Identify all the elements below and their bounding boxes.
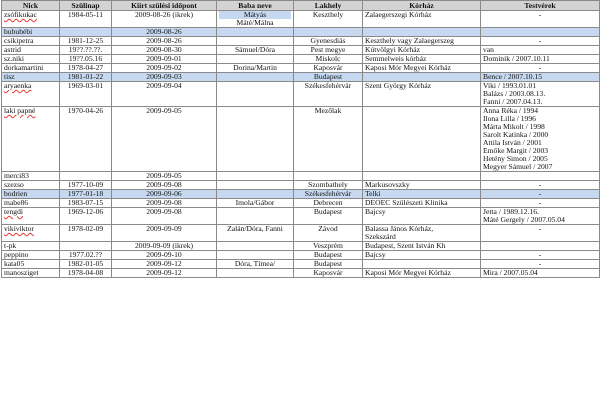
nick-text: szezso (4, 180, 24, 189)
table-row[interactable] (2, 242, 600, 251)
header-nick[interactable]: Nick (2, 1, 60, 11)
cell-baba[interactable] (217, 46, 294, 55)
cell-kiirt[interactable]: 2009-09-08 (112, 199, 217, 208)
table-body (2, 11, 600, 278)
cell-korhaz-line: Szent György Kórház (365, 81, 432, 90)
cell-baba[interactable] (217, 11, 294, 28)
cell-korhaz-line: Kaposi Mór Megyei Kórház (365, 268, 451, 277)
nick-text: kata05 (4, 259, 25, 268)
cell-kiirt[interactable]: 2009-08-26 (ikrek) (112, 11, 217, 28)
cell-korhaz-line: Zalaegerszegi Kórház (365, 10, 432, 19)
cell-lakhely[interactable]: Keszthely (294, 11, 363, 28)
cell-korhaz-line: Semmelweis kórház (365, 54, 427, 63)
table-row[interactable] (2, 73, 600, 82)
cell-korhaz-line: Balassa János Kórház, (365, 224, 434, 233)
cell-baba[interactable] (217, 37, 294, 46)
header-baba[interactable]: Baba neve (217, 1, 294, 11)
cell-testverek-line: Fanni / 2007.04.13. (483, 97, 543, 106)
cell-kiirt[interactable]: 2009-09-10 (112, 251, 217, 260)
cell-baba[interactable] (217, 181, 294, 190)
table-row[interactable] (2, 251, 600, 260)
cell-testverek-line: - (538, 250, 542, 259)
nick-text: bodrien (4, 189, 28, 198)
cell-korhaz[interactable] (363, 260, 481, 269)
cell-baba-line: Dorina/Martin (233, 63, 277, 72)
cell-testverek[interactable] (481, 199, 600, 208)
cell-testverek[interactable] (481, 37, 600, 46)
header-kiirt[interactable]: Kiírt szülési időpont (112, 1, 217, 11)
cell-kiirt[interactable]: 2009-09-06 (112, 190, 217, 199)
cell-baba[interactable] (217, 64, 294, 73)
cell-szulinap[interactable]: 1969-12-06 (60, 208, 112, 225)
cell-szulinap[interactable]: 1978-04-27 (60, 64, 112, 73)
cell-szulinap[interactable]: 1984-05-11 (60, 11, 112, 28)
cell-kiirt[interactable]: 2009-08-30 (112, 46, 217, 55)
cell-testverek-line: van (483, 45, 494, 54)
cell-nick[interactable] (2, 107, 60, 172)
cell-szulinap[interactable]: 1982-01-05 (60, 260, 112, 269)
cell-szulinap[interactable]: 1981-12-25 (60, 37, 112, 46)
cell-nick[interactable] (2, 55, 60, 64)
cell-korhaz-line: Kútvölgyi Kórház (365, 45, 421, 54)
cell-nick[interactable] (2, 28, 60, 37)
cell-testverek-line: - (538, 259, 542, 268)
cell-baba-line: Dóra, Tímea/ (234, 259, 276, 268)
cell-nick[interactable] (2, 172, 60, 181)
cell-lakhely[interactable]: Závod (294, 225, 363, 242)
cell-testverek-line: Márta Mikolt / 1998 (483, 122, 545, 131)
cell-nick[interactable] (2, 181, 60, 190)
cell-nick[interactable] (2, 37, 60, 46)
cell-lakhely[interactable]: Kaposvár (294, 64, 363, 73)
cell-korhaz[interactable] (363, 208, 481, 225)
nick-text: mabe86 (4, 198, 29, 207)
cell-lakhely[interactable]: Budapest (294, 208, 363, 225)
cell-baba[interactable] (217, 199, 294, 208)
cell-baba-line: Máté/Málna (236, 18, 274, 27)
table-row[interactable] (2, 260, 600, 269)
cell-kiirt[interactable]: 2009-09-04 (112, 82, 217, 107)
cell-testverek-line: Emőke Margit / 2003 (483, 146, 549, 155)
cell-nick[interactable] (2, 190, 60, 199)
cell-korhaz[interactable] (363, 181, 481, 190)
cell-testverek[interactable] (481, 55, 600, 64)
nick-text: laki papné (4, 106, 36, 115)
cell-lakhely[interactable]: Budapest (294, 251, 363, 260)
cell-baba[interactable] (217, 269, 294, 278)
cell-nick[interactable] (2, 251, 60, 260)
nick-text: zsófikukac (4, 10, 37, 19)
cell-kiirt[interactable]: 2009-09-12 (112, 260, 217, 269)
cell-kiirt[interactable]: 2009-09-05 (112, 107, 217, 172)
cell-testverek-line: Viki / 1993.01.01 (483, 81, 537, 90)
cell-baba-line: Mátyás (219, 11, 291, 19)
cell-testverek[interactable] (481, 269, 600, 278)
nick-text: tisz (4, 72, 15, 81)
cell-testverek-line: Ilona Lilla / 1996 (483, 114, 536, 123)
cell-nick[interactable] (2, 46, 60, 55)
cell-kiirt[interactable]: 2009-09-08 (112, 181, 217, 190)
cell-baba[interactable] (217, 28, 294, 37)
cell-nick[interactable] (2, 225, 60, 242)
cell-baba-line: Sámuel/Dóra (234, 45, 276, 54)
cell-kiirt[interactable]: 2009-09-02 (112, 64, 217, 73)
cell-baba[interactable] (217, 208, 294, 225)
cell-testverek-line: - (538, 224, 542, 233)
cell-korhaz[interactable] (363, 11, 481, 28)
header-testverek[interactable]: Testvérek (481, 1, 600, 11)
header-lakhely[interactable]: Lakhely (294, 1, 363, 11)
cell-korhaz[interactable] (363, 242, 481, 251)
cell-lakhely[interactable]: Mezőlak (294, 107, 363, 172)
cell-testverek[interactable] (481, 46, 600, 55)
cell-korhaz-line: Szekszárd (365, 232, 396, 241)
cell-testverek-line: Jetta / 1989.12.16. (483, 207, 539, 216)
cell-testverek[interactable] (481, 181, 600, 190)
cell-lakhely[interactable]: Kaposvár (294, 269, 363, 278)
cell-lakhely[interactable]: Gyenesdiás (294, 37, 363, 46)
cell-testverek[interactable] (481, 172, 600, 181)
table-row[interactable] (2, 82, 600, 107)
table-row[interactable] (2, 269, 600, 278)
table-row[interactable] (2, 190, 600, 199)
cell-szulinap[interactable]: 1983-07-15 (60, 199, 112, 208)
cell-korhaz-line: Telki (365, 189, 381, 198)
cell-testverek-line: - (538, 189, 542, 198)
cell-testverek-line: Bence / 2007.10.15 (483, 72, 543, 81)
table-row[interactable] (2, 64, 600, 73)
cell-nick[interactable] (2, 242, 60, 251)
cell-nick[interactable] (2, 73, 60, 82)
cell-korhaz-line: Budapest, Szent István Kh (365, 241, 446, 250)
cell-nick[interactable] (2, 64, 60, 73)
cell-baba-line: Imola/Gábor (235, 198, 275, 207)
cell-szulinap[interactable]: 1969-03-01 (60, 82, 112, 107)
cell-testverek-line: - (538, 10, 542, 19)
cell-baba-line: Zalán/Dóra, Fanni (227, 224, 283, 233)
cell-kiirt[interactable]: 2009-09-09 (112, 225, 217, 242)
nick-text: tengdi (4, 207, 23, 216)
cell-testverek-line: Anna Réka / 1994 (483, 106, 539, 115)
nick-text: sz.niki (4, 54, 25, 63)
cell-szulinap[interactable] (60, 242, 112, 251)
table-row[interactable] (2, 225, 600, 242)
cell-szulinap[interactable] (60, 172, 112, 181)
cell-lakhely[interactable]: Székesfehérvár (294, 190, 363, 199)
cell-nick[interactable] (2, 269, 60, 278)
cell-lakhely[interactable]: Miskolc (294, 55, 363, 64)
table-row[interactable] (2, 55, 600, 64)
table-row[interactable] (2, 208, 600, 225)
cell-lakhely[interactable] (294, 172, 363, 181)
header-row (2, 1, 600, 11)
cell-testverek[interactable] (481, 82, 600, 107)
cell-lakhely[interactable]: Budapest (294, 260, 363, 269)
table-row[interactable] (2, 199, 600, 208)
cell-korhaz[interactable] (363, 37, 481, 46)
cell-nick[interactable] (2, 260, 60, 269)
cell-baba[interactable] (217, 82, 294, 107)
cell-baba[interactable] (217, 107, 294, 172)
cell-testverek-line: - (538, 180, 542, 189)
cell-testverek-line: Mira / 2007.05.04 (483, 268, 538, 277)
cell-lakhely[interactable] (294, 28, 363, 37)
cell-kiirt[interactable]: 2009-09-08 (112, 208, 217, 225)
cell-testverek-line: - (538, 36, 542, 45)
cell-korhaz[interactable] (363, 190, 481, 199)
cell-testverek-line: Hetény Simon / 2005 (483, 154, 548, 163)
table-row[interactable] (2, 181, 600, 190)
cell-korhaz-line: Markusovszky (365, 180, 410, 189)
cell-baba[interactable] (217, 251, 294, 260)
cell-korhaz-line: Bajcsy (365, 207, 386, 216)
nick-text: vikiviktor (4, 224, 34, 233)
cell-testverek[interactable] (481, 107, 600, 172)
cell-kiirt[interactable]: 2009-09-12 (112, 269, 217, 278)
cell-testverek[interactable] (481, 208, 600, 225)
cell-baba[interactable] (217, 190, 294, 199)
nick-text: merci83 (4, 171, 29, 180)
cell-szulinap[interactable]: 1977-01-18 (60, 190, 112, 199)
cell-korhaz-line: Keszthely vagy Zalaegerszeg (365, 36, 454, 45)
cell-testverek-line: Sarolt Katinka / 2000 (483, 130, 549, 139)
nick-text: dorkamartini (4, 63, 44, 72)
cell-szulinap[interactable]: 1978-04-08 (60, 269, 112, 278)
cell-nick[interactable] (2, 82, 60, 107)
cell-nick[interactable] (2, 199, 60, 208)
cell-baba[interactable] (217, 73, 294, 82)
cell-korhaz[interactable] (363, 172, 481, 181)
nick-text: t-pk (4, 241, 17, 250)
cell-korhaz[interactable] (363, 46, 481, 55)
cell-korhaz[interactable] (363, 269, 481, 278)
cell-korhaz[interactable] (363, 73, 481, 82)
cell-korhaz-line: DEOEC Szülészeti Klinika (365, 198, 448, 207)
cell-korhaz[interactable] (363, 251, 481, 260)
cell-lakhely[interactable]: Szombathely (294, 181, 363, 190)
cell-lakhely[interactable]: Pest megye (294, 46, 363, 55)
cell-szulinap[interactable] (60, 28, 112, 37)
cell-korhaz[interactable] (363, 107, 481, 172)
nick-text: aryaenka (4, 81, 32, 90)
cell-testverek[interactable] (481, 73, 600, 82)
cell-testverek[interactable] (481, 260, 600, 269)
cell-baba[interactable] (217, 225, 294, 242)
cell-szulinap[interactable]: 19??.??.??. (60, 46, 112, 55)
cell-lakhely[interactable]: Székesfehérvár (294, 82, 363, 107)
cell-testverek-line: Megyer Sámuel / 2007 (483, 162, 553, 171)
table-row[interactable] (2, 28, 600, 37)
cell-nick[interactable] (2, 11, 60, 28)
nick-text: peppino (4, 250, 29, 259)
cell-korhaz-line: Kaposi Mór Megyei Kórház (365, 63, 451, 72)
cell-testverek-line: - (538, 63, 542, 72)
cell-lakhely[interactable]: Debrecen (294, 199, 363, 208)
nick-text: csikipetra (4, 36, 34, 45)
nick-text: manosziget (4, 268, 39, 277)
cell-testverek-line: Dominik / 2007.10.11 (483, 54, 550, 63)
cell-szulinap[interactable]: 1981-01-22 (60, 73, 112, 82)
cell-kiirt[interactable]: 2009-09-01 (112, 55, 217, 64)
cell-kiirt[interactable]: 2009-09-03 (112, 73, 217, 82)
members-table (1, 0, 600, 278)
cell-testverek-line: Balázs / 2003.08.13. (483, 89, 546, 98)
cell-korhaz-line: Bajcsy (365, 250, 386, 259)
cell-testverek-line: - (538, 198, 542, 207)
cell-kiirt[interactable]: 2009-08-26 (112, 37, 217, 46)
table-row[interactable] (2, 107, 600, 172)
cell-korhaz[interactable] (363, 55, 481, 64)
cell-testverek[interactable] (481, 225, 600, 242)
cell-kiirt[interactable]: 2009-08-26 (112, 28, 217, 37)
cell-testverek-line: Máté Gergely / 2007.05.04 (483, 215, 565, 224)
cell-testverek[interactable] (481, 11, 600, 28)
cell-korhaz[interactable] (363, 82, 481, 107)
table-row[interactable] (2, 172, 600, 181)
cell-korhaz[interactable] (363, 28, 481, 37)
cell-testverek[interactable] (481, 190, 600, 199)
cell-testverek-line: Attila István / 2001 (483, 138, 542, 147)
cell-lakhely[interactable]: Budapest (294, 73, 363, 82)
cell-szulinap[interactable]: 1970-04-26 (60, 107, 112, 172)
cell-korhaz[interactable] (363, 199, 481, 208)
cell-baba[interactable] (217, 55, 294, 64)
table-row[interactable] (2, 11, 600, 28)
cell-baba[interactable] (217, 172, 294, 181)
nick-text: astrid (4, 45, 21, 54)
table-row[interactable] (2, 46, 600, 55)
nick-text: bububébi (4, 27, 33, 36)
cell-korhaz[interactable] (363, 64, 481, 73)
cell-baba[interactable] (217, 260, 294, 269)
cell-nick[interactable] (2, 208, 60, 225)
cell-lakhely[interactable]: Veszprém (294, 242, 363, 251)
cell-testverek[interactable] (481, 64, 600, 73)
header-szulinap[interactable]: Szülinap (60, 1, 112, 11)
cell-testverek[interactable] (481, 28, 600, 37)
cell-testverek[interactable] (481, 251, 600, 260)
cell-szulinap[interactable]: 1977.02.?? (60, 251, 112, 260)
header-korhaz[interactable]: Kórház (363, 1, 481, 11)
cell-korhaz[interactable] (363, 225, 481, 242)
cell-testverek[interactable] (481, 242, 600, 251)
cell-szulinap[interactable]: 1978-02-09 (60, 225, 112, 242)
cell-kiirt[interactable]: 2009-09-09 (ikrek) (112, 242, 217, 251)
cell-szulinap[interactable]: 1977-10-09 (60, 181, 112, 190)
cell-szulinap[interactable]: 19??.05.16 (60, 55, 112, 64)
table-row[interactable] (2, 37, 600, 46)
cell-kiirt[interactable]: 2009-09-05 (112, 172, 217, 181)
cell-baba[interactable] (217, 242, 294, 251)
